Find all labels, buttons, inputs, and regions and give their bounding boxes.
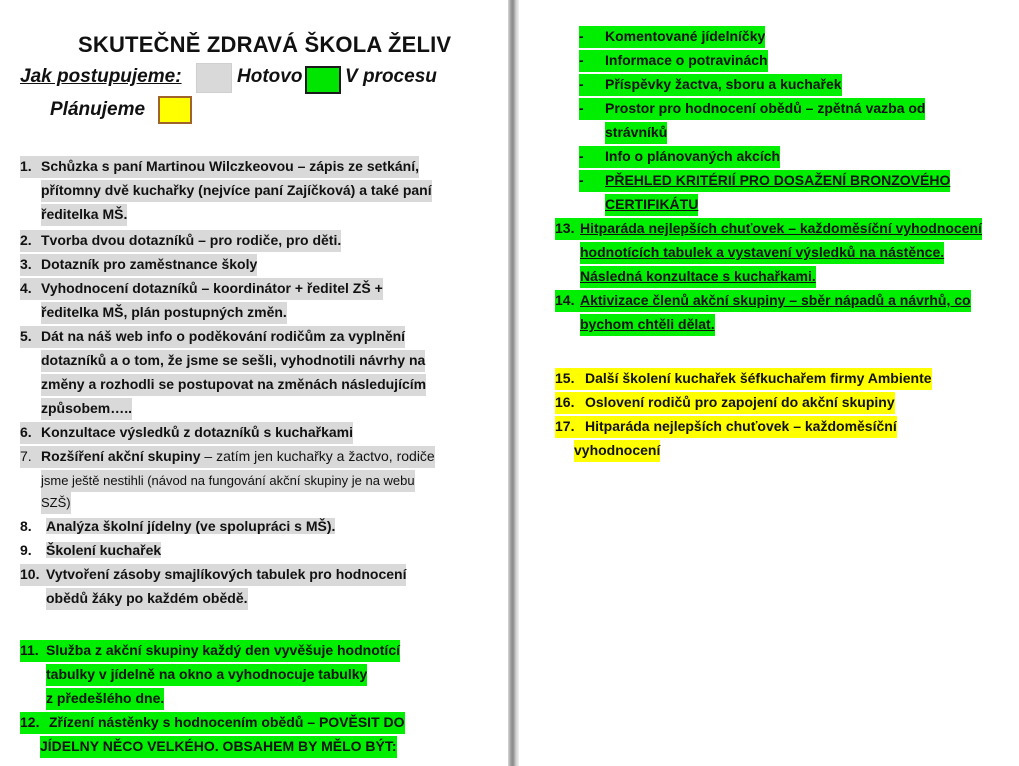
sub-list-item: - Info o plánovaných akcích: [579, 146, 780, 168]
list-item: 8. Analýza školní jídelny (ve spolupráci s MŠ).: [20, 518, 336, 534]
legend-in-progress-label: V procesu: [345, 66, 437, 87]
list-item-line: Následná konzultace s kuchařkami.: [580, 266, 816, 288]
list-item: 17. Hitparáda nejlepších chuťovek – každoměsíční: [555, 416, 897, 438]
list-item-line: změny a rozhodli se postupovat na změnách následujícím: [41, 374, 426, 396]
list-item: 14. Aktivizace členů akční skupiny – sběr nápadů a návrhů, co: [555, 290, 971, 312]
right-page: [519, 0, 1019, 766]
list-item-line: bychom chtěli dělat.: [580, 314, 715, 336]
list-item-line: JÍDELNY NĚCO VELKÉHO. OBSAHEM BY MĚLO BÝT:: [40, 736, 397, 758]
list-item: 4. Vyhodnocení dotazníků – koordinátor + ředitel ZŠ +: [20, 278, 383, 300]
list-item-line: dotazníků a o tom, že jsme se sešli, vyhodnotili návrhy na: [41, 350, 425, 372]
list-item: 3. Dotazník pro zaměstnance školy: [20, 254, 257, 276]
legend-in-progress-swatch: [305, 66, 341, 94]
list-item-line: způsobem…..: [41, 398, 132, 420]
list-item: 15. Další školení kuchařek šéfkuchařem firmy Ambiente: [555, 368, 932, 390]
list-item-line: hodnotících tabulek a vystavení výsledků na nástěnce.: [580, 242, 944, 264]
list-item-line: vyhodnocení: [574, 440, 660, 462]
sub-list-item: - Informace o potravinách: [579, 50, 768, 72]
list-item-line: z předešlého dne.: [46, 688, 164, 710]
legend-planned-swatch: [158, 96, 192, 124]
legend-planned-label: Plánujeme: [50, 99, 146, 120]
sub-list-item: - Komentované jídelníčky: [579, 26, 765, 48]
list-item: 12. Zřízení nástěnky s hodnocením obědů – POVĚSIT DO: [20, 712, 405, 734]
list-item: 7. Rozšíření akční skupiny – zatím jen kuchařky a žactvo, rodiče: [20, 446, 435, 468]
list-item: 11. Služba z akční skupiny každý den vyvěšuje hodnotící: [20, 640, 400, 662]
list-item: 1. Schůzka s paní Martinou Wilczkeovou – zápis ze setkání,: [20, 156, 419, 178]
page-title: SKUTEČNĚ ZDRAVÁ ŠKOLA ŽELIV: [78, 32, 452, 57]
list-item-line: tabulky v jídelně na okno a vyhodnocuje tabulky: [46, 664, 367, 686]
sub-list-item: - PŘEHLED KRITÉRIÍ PRO DOSAŽENÍ BRONZOVÉHO: [579, 170, 950, 192]
list-item: 5. Dát na náš web info o poděkování rodičům za vyplnění: [20, 326, 405, 348]
sub-list-item: - Příspěvky žactva, sboru a kuchařek: [579, 74, 842, 96]
list-item-line: ředitelka MŠ, plán postupných změn.: [41, 302, 287, 324]
sub-list-item: - Prostor pro hodnocení obědů – zpětná vazba od: [579, 98, 925, 120]
list-item-line: přítomny dvě kuchařky (nejvíce paní Zajíčková) a také paní: [41, 180, 432, 202]
list-item: 13. Hitparáda nejlepších chuťovek – každoměsíční vyhodnocení: [555, 218, 982, 240]
page-gutter: [508, 0, 519, 766]
legend-done-label: Hotovo: [237, 66, 303, 87]
list-item-line: ředitelka MŠ.: [41, 204, 127, 226]
left-page: [0, 0, 508, 766]
list-item: 6. Konzultace výsledků z dotazníků s kuchařkami: [20, 422, 353, 444]
list-item-line: SZŠ): [41, 492, 71, 514]
sub-list-item-line: strávníků: [605, 122, 667, 144]
list-item: 10. Vytvoření zásoby smajlíkových tabulek pro hodnocení: [20, 564, 406, 586]
list-item-line: obědů žáky po každém obědě.: [46, 588, 248, 610]
list-item: 16. Oslovení rodičů pro zapojení do akční skupiny: [555, 392, 895, 414]
sub-list-item-line: CERTIFIKÁTU: [605, 194, 698, 216]
list-item-line: jsme ještě nestihli (návod na fungování akční skupiny je na webu: [41, 470, 415, 492]
list-item: 9. Školení kuchařek: [20, 542, 162, 558]
legend-heading: Jak postupujeme:: [20, 66, 182, 87]
legend-done-swatch: [196, 63, 232, 93]
list-item: 2. Tvorba dvou dotazníků – pro rodiče, pro děti.: [20, 230, 341, 252]
